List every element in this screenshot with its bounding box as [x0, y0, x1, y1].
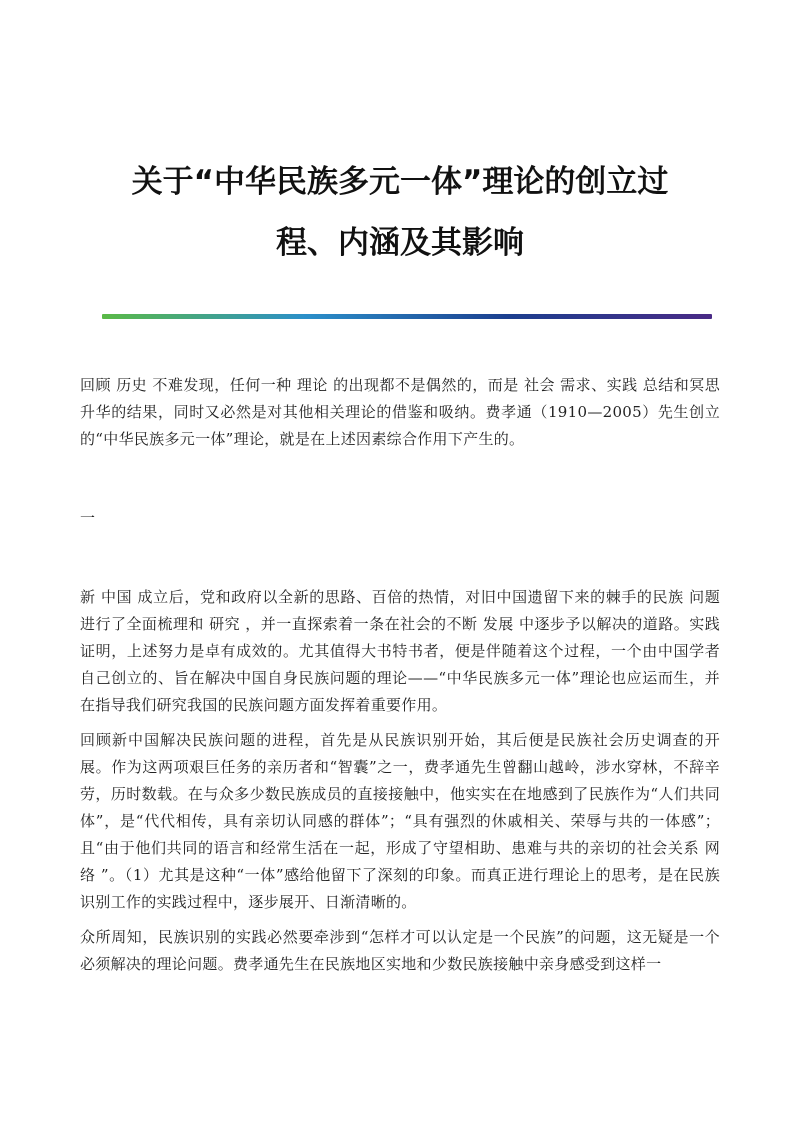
- paragraph-intro: 回顾 历史 不难发现，任何一种 理论 的出现都不是偶然的，而是 社会 需求、实践 总结和冥思升华的结果，同时又必然是对其他相关理论的借鉴和吸纳。费孝通（1910—2005）先生创立的“中华民族多元一体”理论，就是在上述因素综合作用下产生的。: [80, 376, 720, 448]
- document-body: [80, 372, 720, 986]
- paragraph-4: 众所周知，民族识别的实践必然要牵涉到“怎样才可以认定是一个民族”的问题，这无疑是一个必须解决的理论问题。费孝通先生在民族地区实地和少数民族接触中亲身感受到这样一: [80, 928, 720, 973]
- section-heading-one: 一: [80, 509, 96, 527]
- title-line-2: 程、内涵及其影响: [276, 225, 524, 261]
- paragraph-3: 回顾新中国解决民族问题的进程，首先是从民族识别开始，其后便是民族社会历史调查的开展。作为这两项艰巨任务的亲历者和“智囊”之一，费孝通先生曾翻山越岭，涉水穿林，不辞辛劳，历时数载。在与众多少数民族成员的直接接触中，他实实在在地感到了民族作为“人们共同体”，是“代代相传，具有亲切认同感的群体”；“具有强烈的休戚相关、荣辱与共的一体感”；且“由于他们共同的语言和经常生活在一起，形成了守望相助、患难与共的亲切的社会关系 网络 ”。（1）尤其是这种“一体”感给他留下了深刻的印象。而真正进行理论上的思考，是在民族识别工作的实践过程中，逐步展开、日渐清晰的。: [80, 731, 720, 911]
- title-divider: [102, 314, 712, 319]
- document-title: [0, 152, 800, 274]
- title-line-1: 关于“中华民族多元一体”理论的创立过: [131, 164, 669, 200]
- paragraph-2: 新 中国 成立后，党和政府以全新的思路、百倍的热情，对旧中国遗留下来的棘手的民族 问题 进行了全面梳理和 研究 ，并一直探索着一条在社会的不断 发展 中逐步予以解决的道路。实践证明，上述努力是卓有成效的。尤其值得大书特书者，便是伴随着这个过程，一个由中国学者自己创立的、旨在解决中国自身民族问题的理论——“中华民族多元一体”理论也应运而生，并在指导我们研究我国的民族问题方面发挥着重要作用。: [80, 588, 720, 714]
